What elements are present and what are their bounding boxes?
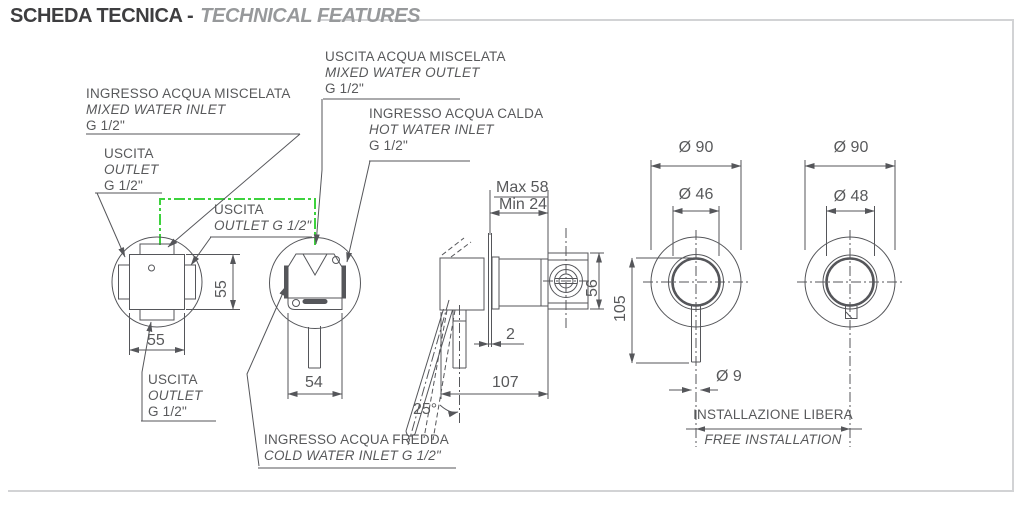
dim-front1-width: 55 xyxy=(147,332,165,349)
dim-body-height: 56 xyxy=(584,279,601,297)
label-outlet-bottom: USCITA OUTLET G 1/2" xyxy=(148,372,203,419)
dim-trim1-inner: Ø 46 xyxy=(678,186,714,203)
dim-plate-thickness: 2 xyxy=(506,326,515,343)
free-installation-dim xyxy=(686,426,862,432)
dim-front2-width: 54 xyxy=(305,374,323,391)
dim-lever-diameter: Ø 9 xyxy=(716,368,742,385)
label-outlet-mid: USCITA OUTLET G 1/2" xyxy=(214,202,312,233)
page-title-en: TECHNICAL FEATURES xyxy=(200,5,421,27)
label-mixed-water-inlet: INGRESSO ACQUA MISCELATA MIXED WATER INLET G 1/2" xyxy=(86,86,291,133)
dim-total-depth: 107 xyxy=(492,374,519,391)
label-free-installation-en: FREE INSTALLATION xyxy=(704,432,842,447)
label-cold-water-inlet: INGRESSO ACQUA FREDDA COLD WATER INLET G 1/2" xyxy=(264,432,449,463)
label-mixed-water-outlet: USCITA ACQUA MISCELATA MIXED WATER OUTLET G 1/2" xyxy=(325,49,506,96)
dim-trim1-height: 105 xyxy=(612,295,629,322)
dim-depth-max: Max 58 xyxy=(496,179,549,196)
dim-trim1-outer: Ø 90 xyxy=(678,139,714,156)
dim-trim2-outer: Ø 90 xyxy=(833,139,869,156)
dim-lever-angle: 25° xyxy=(413,401,438,418)
page-title-it: SCHEDA TECNICA - xyxy=(10,5,194,27)
page-title xyxy=(10,5,420,28)
dim-trim2-inner: Ø 48 xyxy=(833,188,869,205)
dim-front1-height: 55 xyxy=(213,280,230,298)
label-free-installation-it: INSTALLAZIONE LIBERA xyxy=(693,407,853,422)
label-outlet-left: USCITA OUTLET G 1/2" xyxy=(104,146,159,193)
dim-depth-min: Min 24 xyxy=(499,196,548,213)
label-hot-water-inlet: INGRESSO ACQUA CALDA HOT WATER INLET G 1/2" xyxy=(369,106,544,153)
